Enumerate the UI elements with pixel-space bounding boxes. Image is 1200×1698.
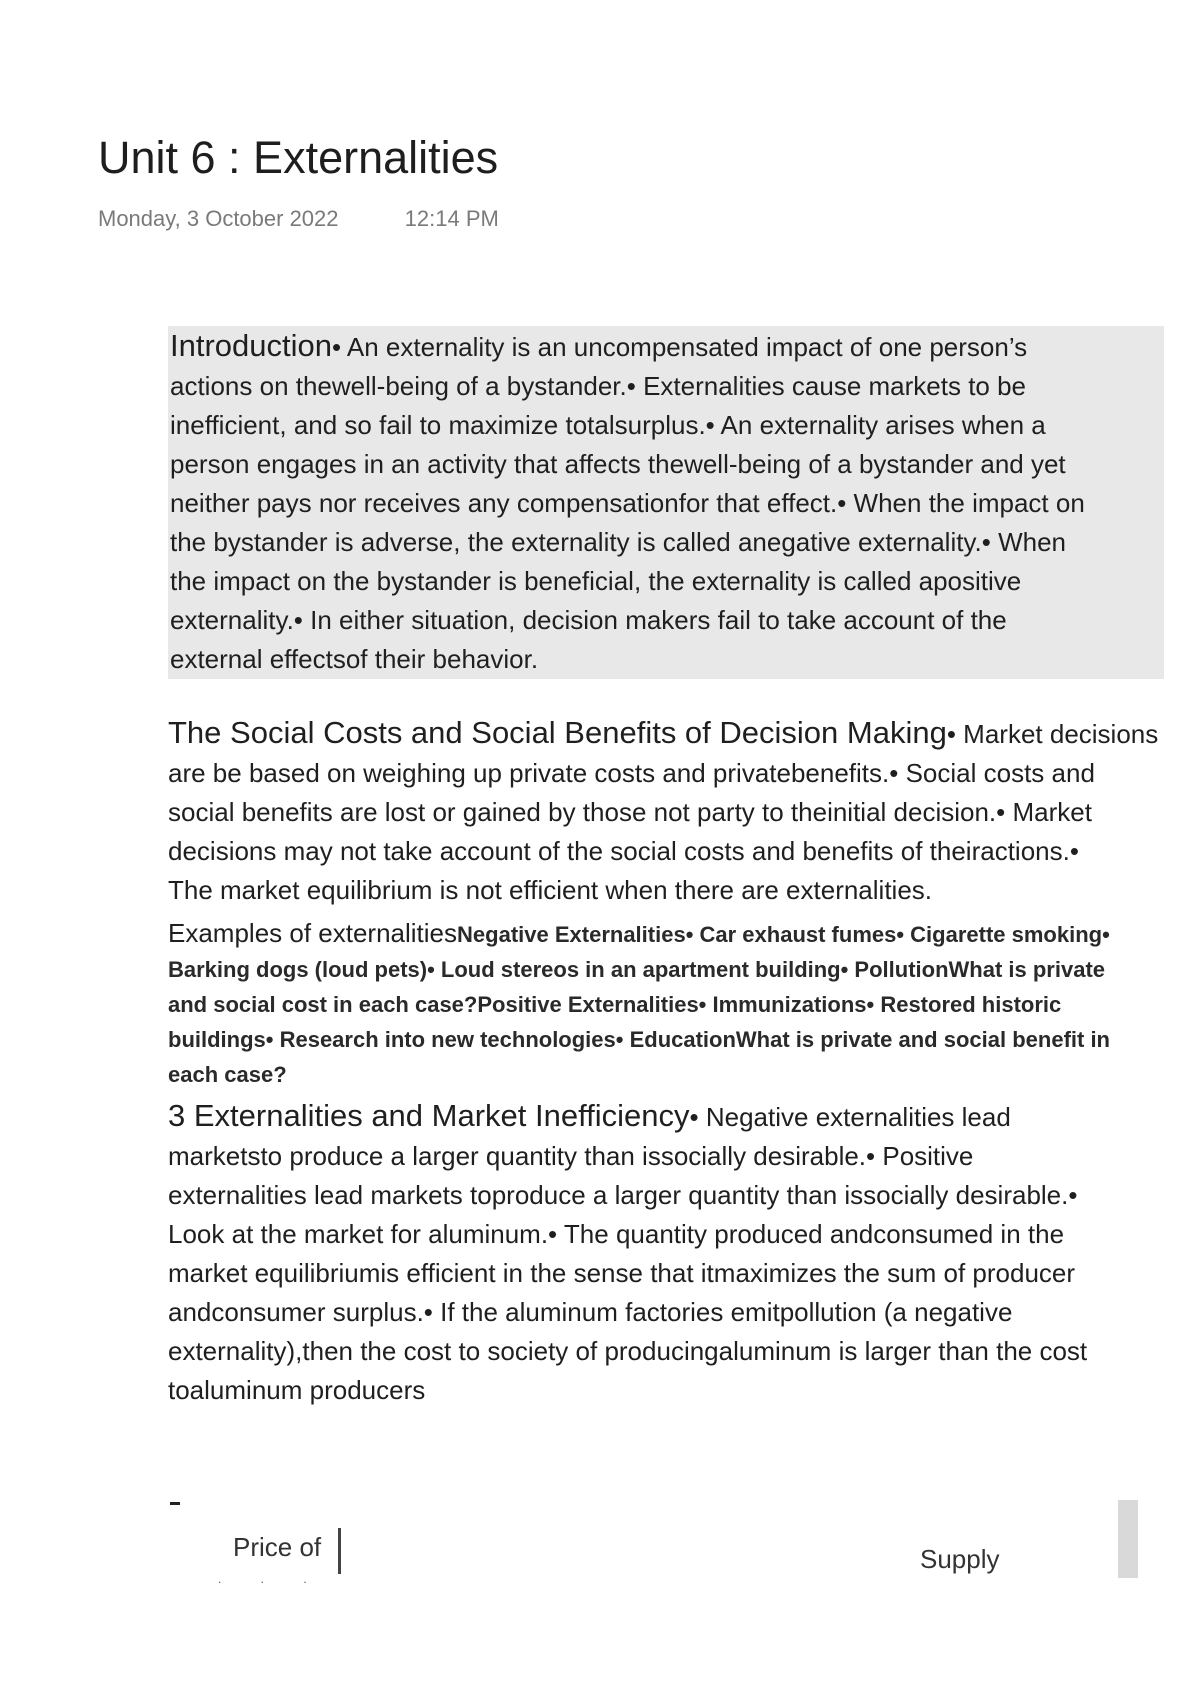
intro-line: neither pays nor receives any compensationfor that effect.• When the impact on (170, 488, 1085, 518)
y-axis-line (338, 1528, 341, 1574)
dash-mark (170, 1502, 180, 1505)
intro-line: actions on thewell-being of a bystander.• Externalities cause markets to be (170, 371, 1027, 401)
note-content[interactable] (168, 326, 1200, 1410)
intro-section (168, 326, 1200, 679)
social-costs-paragraph[interactable] (168, 713, 1200, 910)
social-costs-heading: The Social Costs and Social Benefits of Decision Making (168, 715, 947, 750)
intro-heading: Introduction (170, 328, 332, 363)
market-inefficiency-paragraph[interactable] (168, 1096, 1200, 1410)
intro-line: externality.• In either situation, decision makers fail to take account of the (170, 605, 1007, 635)
inefficiency-line: externality),then the cost to society of producingaluminum is larger than the cost (168, 1336, 1088, 1366)
intro-line: external effectsof their behavior. (170, 644, 539, 674)
page-metadata (98, 206, 499, 232)
inefficiency-line: • Negative externalities lead (689, 1102, 1011, 1132)
inefficiency-line: market equilibriumis efficient in the sense that itmaximizes the sum of producer (168, 1258, 1076, 1288)
social-line: decisions may not take account of the social costs and benefits of theiractions.• (168, 836, 1079, 866)
page-title: Unit 6 : Externalities (98, 132, 499, 183)
inefficiency-line: toaluminum producers (168, 1375, 426, 1405)
examples-line: each case? (168, 1062, 287, 1087)
inefficiency-line: andconsumer surplus.• If the aluminum factories emitpollution (a negative (168, 1297, 1013, 1327)
intro-line: the bystander is adverse, the externality is called anegative externality.• When (170, 527, 1066, 557)
page-date: Monday, 3 October 2022 (98, 206, 339, 231)
examples-line: buildings• Research into new technologies• EducationWhat is private and social benefit in (168, 1027, 1110, 1052)
inefficiency-line: externalities lead markets toproduce a larger quantity than issocially desirable.• (168, 1180, 1078, 1210)
social-line: are be based on weighing up private costs and privatebenefits.• Social costs and (168, 758, 1095, 788)
examples-heading: Examples of externalities (168, 918, 458, 948)
market-inefficiency-heading: 3 Externalities and Market Inefficiency (168, 1098, 690, 1133)
examples-line: and social cost in each case?Positive Externalities• Immunizations• Restored historic (168, 992, 1062, 1017)
intro-line: • An externality is an uncompensated impact of one person’s (332, 332, 1028, 362)
supply-curve-label: Supply (920, 1544, 1000, 1574)
embedded-chart-image[interactable] (0, 1480, 1200, 1698)
examples-paragraph[interactable] (168, 916, 1200, 1092)
image-edge-bar (1118, 1500, 1138, 1578)
examples-line: Barking dogs (loud pets)• Loud stereos in an apartment building• PollutionWhat is private (168, 957, 1106, 982)
page-time: 12:14 PM (404, 206, 499, 231)
social-line: social benefits are lost or gained by those not party to theinitial decision.• Market (168, 797, 1092, 827)
intro-line: the impact on the bystander is beneficial, the externality is called apositive (170, 566, 1022, 596)
social-line: • Market decisions (946, 719, 1159, 749)
y-axis-label: Price of (233, 1532, 322, 1562)
social-line: The market equilibrium is not efficient when there are externalities. (168, 875, 933, 905)
inefficiency-line: marketsto produce a larger quantity than issocially desirable.• Positive (168, 1141, 974, 1171)
dots-decoration: . . . (218, 1572, 325, 1586)
intro-line: person engages in an activity that affects thewell-being of a bystander and yet (170, 449, 1066, 479)
intro-paragraph[interactable] (168, 326, 1164, 679)
intro-line: inefficient, and so fail to maximize totalsurplus.• An externality arises when a (170, 410, 1046, 440)
examples-line: Negative Externalities• Car exhaust fumes• Cigarette smoking• (457, 922, 1110, 947)
inefficiency-line: Look at the market for aluminum.• The quantity produced andconsumed in the (168, 1219, 1065, 1249)
